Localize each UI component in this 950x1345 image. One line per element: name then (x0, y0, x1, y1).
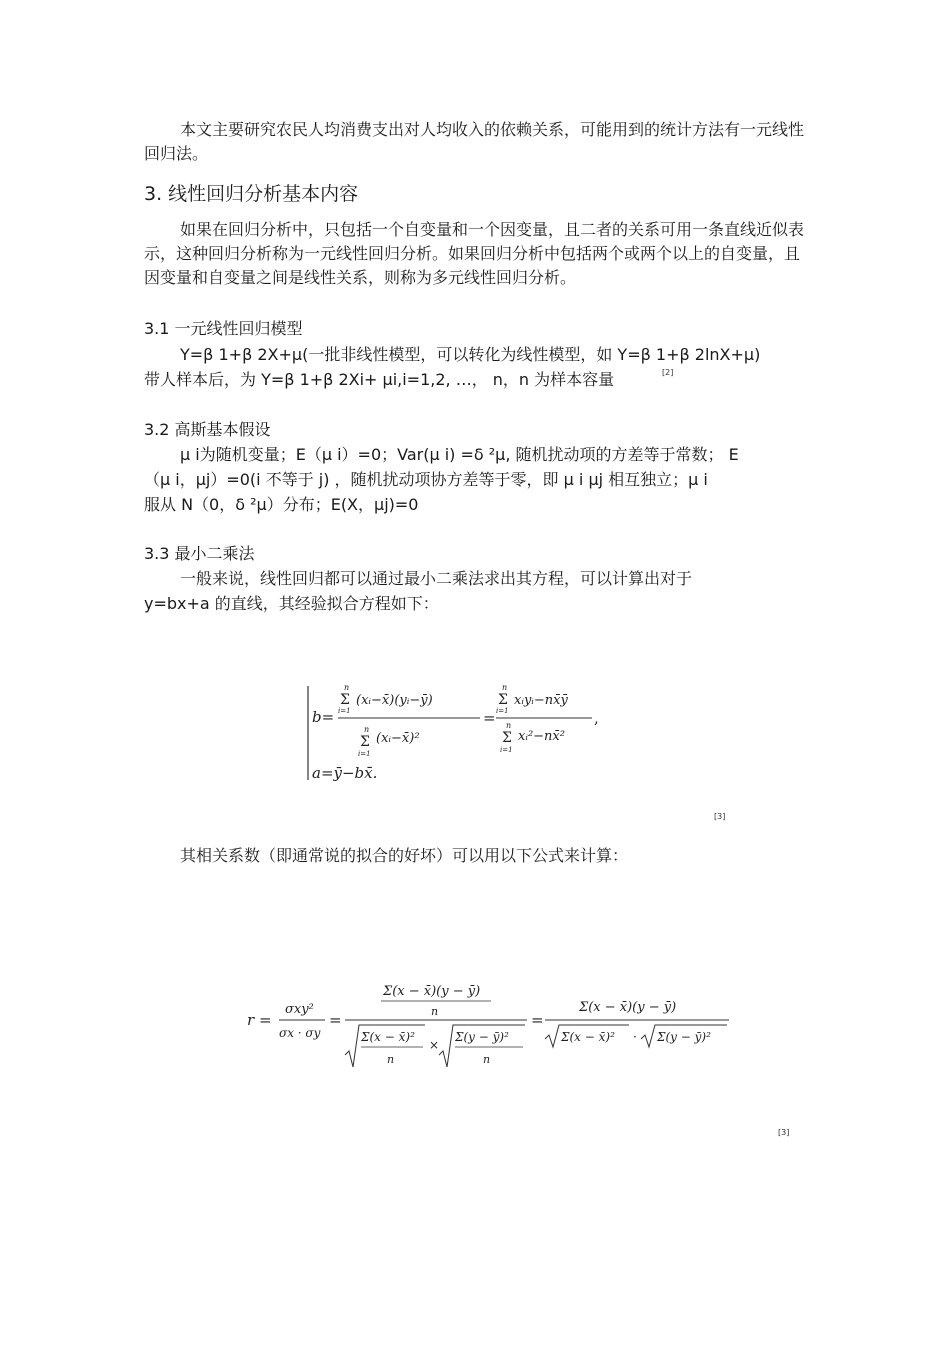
section-3-2-heading: 3.2 高斯基本假设 (144, 420, 271, 439)
formula1-n-2: n (364, 725, 370, 734)
formula2-dot: · (633, 1030, 637, 1044)
formula1-sum-4: Σ (502, 730, 512, 746)
citation-3a: [3] (714, 812, 726, 821)
citation-2: [2] (662, 368, 674, 377)
formula2-sxy: σxy² (285, 1002, 314, 1017)
formula1-den2: xᵢ²−nx̄² (518, 729, 565, 744)
formula1-i1-2: i=1 (358, 750, 371, 758)
formula2-times: × (429, 1038, 440, 1052)
formula1-eq: = (483, 709, 496, 727)
model-line-1: Y=β 1+β 2X+μ(一批非线性模型，可以转化为线性模型，如 Y=β 1+β 2lnX+μ) (180, 345, 761, 364)
formula2-rad1: Σ(x − x̄)² (361, 1030, 415, 1044)
section-3-heading: 3. 线性回归分析基本内容 (144, 183, 359, 205)
formula2-r: r = (247, 1011, 272, 1029)
correlation-intro: 其相关系数（即通常说的拟合的好坏）可以用以下公式来计算： (180, 846, 629, 865)
ols-line-1: 一般来说，线性回归都可以通过最小二乘法求出其方程，可以计算出对于 (180, 569, 693, 588)
formula1-n-4: n (506, 721, 512, 730)
formula1-num1: (xᵢ−x̄)(yᵢ−ȳ) (356, 693, 433, 708)
section-3-3-heading: 3.3 最小二乘法 (144, 544, 255, 563)
ols-line-2: y=bx+a 的直线，其经验拟合方程如下： (144, 594, 439, 613)
formula1-num2: xᵢyᵢ−nx̄ȳ (514, 693, 568, 708)
gauss-line-2: （μ i，μj）=0(i 不等于 j) ，随机扰动项协方差等于零，即 μ i μj 相互独立；μ i (144, 470, 708, 489)
formula1-n-3: n (502, 683, 508, 692)
formula1-comma: , (594, 709, 599, 727)
formula1-den1: (xᵢ−x̄)² (376, 731, 420, 746)
formula1-a-line: a=ȳ−bx̄. (312, 764, 378, 782)
formula2-n-2: n (387, 1053, 395, 1066)
formula2-eq2: = (531, 1011, 544, 1029)
formula1-b: b= (312, 708, 335, 726)
formula1-i1-4: i=1 (500, 746, 513, 754)
section-3-paragraph: 如果在回归分析中，只包括一个自变量和一个因变量，且二者的关系可用一条直线近似表示，这种回归分析称为一元线性回归分析。如果回归分析中包括两个或两个以上的自变量，且因变量和自变量之间是线性关系，则称为多元线性回归分析。 (144, 220, 805, 287)
least-squares-formula (300, 680, 620, 794)
formula2-n-3: n (483, 1053, 491, 1066)
formula1-sum-2: Σ (360, 734, 370, 750)
formula2-sxsy: σx · σy (279, 1026, 321, 1040)
citation-3b: [3] (778, 1128, 790, 1137)
intro-paragraph: 本文主要研究农民人均消费支出对人均收入的依赖关系，可能用到的统计方法有一元线性回归法。 (144, 120, 805, 163)
correlation-formula (245, 975, 735, 1079)
formula2-num: Σ(x − x̄)(y − ȳ) (383, 984, 481, 999)
gauss-line-1: μ i为随机变量；E（μ i）=0；Var(μ i) =δ ²μ, 随机扰动项的方差等于常数； E (180, 445, 739, 464)
formula2-num3: Σ(x − x̄)(y − ȳ) (579, 1000, 677, 1015)
formula1-i1-1: i=1 (338, 707, 351, 715)
formula1-n-1: n (344, 683, 350, 692)
formula2-rad2: Σ(y − ȳ)² (455, 1030, 509, 1044)
formula1-sum-3: Σ (498, 692, 508, 708)
formula2-eq1: = (329, 1011, 342, 1029)
gauss-line-3: 服从 N（0，δ ²μ）分布；E(X，μj)=0 (144, 495, 419, 514)
formula1-i1-3: i=1 (496, 707, 509, 715)
section-3-1-heading: 3.1 一元线性回归模型 (144, 319, 303, 338)
formula1-sum-1: Σ (340, 692, 350, 708)
formula2-n-1: n (431, 1005, 439, 1018)
formula2-den3a: Σ(x − x̄)² (561, 1030, 615, 1044)
model-line-2: 带人样本后，为 Y=β 1+β 2Xi+ μi,i=1,2, …， n，n 为样本容量 (144, 370, 615, 389)
formula2-den3b: Σ(y − ȳ)² (657, 1030, 711, 1044)
